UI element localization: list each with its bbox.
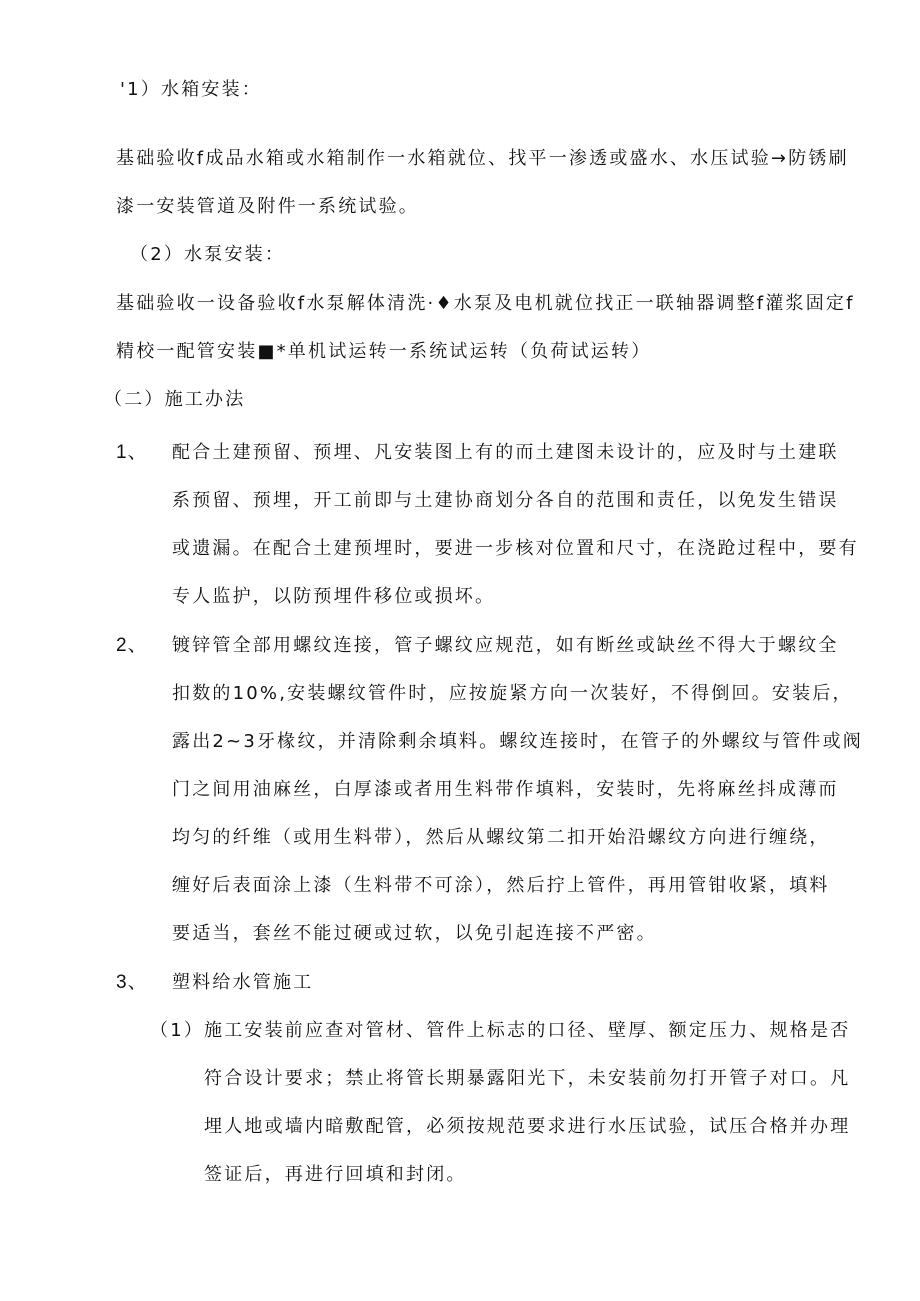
item-2-line-4: 门之间用油麻丝，白厚漆或者用生料带作填料，安装时，先将麻丝抖成薄而 [172, 779, 839, 800]
item-2-line-7: 要适当，套丝不能过硬或过软，以免引起连接不严密。 [172, 923, 657, 944]
item-2-line-5: 均匀的纤维（或用生料带），然后从螺纹第二扣开始沿螺纹方向进行缠绕， [172, 827, 830, 848]
item-2-line-1: 镀锌管全部用螺纹连接，管子螺纹应规范，如有断丝或缺丝不得大于螺纹全 [172, 635, 839, 656]
water-pump-line-1: 基础验收一设备验收f水泵解体清洗·♦水泵及电机就位找正一联轴器调整f灌浆固定f [116, 293, 855, 314]
item-2-number: 2、 [116, 635, 148, 656]
item-3-sub-1-line-2: 符合设计要求；禁止将管长期暴露阳光下，未安装前勿打开管子对口。凡 [204, 1068, 851, 1089]
item-3-title: 塑料给水管施工 [172, 972, 314, 993]
item-3-sub-1-line-4: 签证后，再进行回填和封闭。 [204, 1164, 467, 1185]
item-1-line-2: 系预留、预埋，开工前即与土建协商划分各自的范围和责任，以免发生错误 [172, 490, 839, 511]
water-tank-line-1: 基础验收f成品水箱或水箱制作一水箱就位、找平一渗透或盛水、水压试验→防锈刷 [116, 148, 849, 169]
item-3-sub-1-number: （1） [150, 1020, 205, 1041]
item-1-line-4: 专人监护，以防预埋件移位或损坏。 [172, 586, 496, 607]
item-2-line-3: 露出2~3牙椽纹，并清除剩余填料。螺纹连接时，在管子的外螺纹与管件或阀 [172, 731, 863, 752]
item-2-line-6: 缠好后表面涂上漆（生料带不可涂），然后拧上管件，再用管钳收紧，填料 [172, 875, 830, 896]
item-3-sub-1-line-1: 施工安装前应查对管材、管件上标志的口径、壁厚、额定压力、规格是否 [204, 1020, 851, 1041]
item-3-sub-1-line-3: 埋人地或墙内暗敷配管，必须按规范要求进行水压试验，试压合格并办理 [204, 1116, 851, 1137]
item-2-line-2: 扣数的10%,安装螺纹管件时，应按旋紧方向一次装好，不得倒回。安装后， [172, 683, 853, 704]
item-1-line-1: 配合土建预留、预埋、凡安装图上有的而土建图未设计的，应及时与土建联 [172, 442, 839, 463]
item-1-line-3: 或遗漏。在配合土建预埋时，要进一步核对位置和尺寸，在浇跄过程中，要有 [172, 538, 859, 559]
water-tank-heading: '1）水箱安装： [120, 79, 262, 100]
water-tank-line-2: 漆一安装管道及附件一系统试验。 [116, 196, 419, 217]
water-pump-line-2: 精校一配管安装■*单机试运转一系统试运转（负荷试运转） [116, 341, 652, 362]
water-pump-heading: （2）水泵安装： [130, 244, 286, 265]
item-3-number: 3、 [116, 972, 148, 993]
section-heading: （二）施工办法 [104, 389, 246, 410]
item-1-number: 1、 [116, 442, 148, 463]
